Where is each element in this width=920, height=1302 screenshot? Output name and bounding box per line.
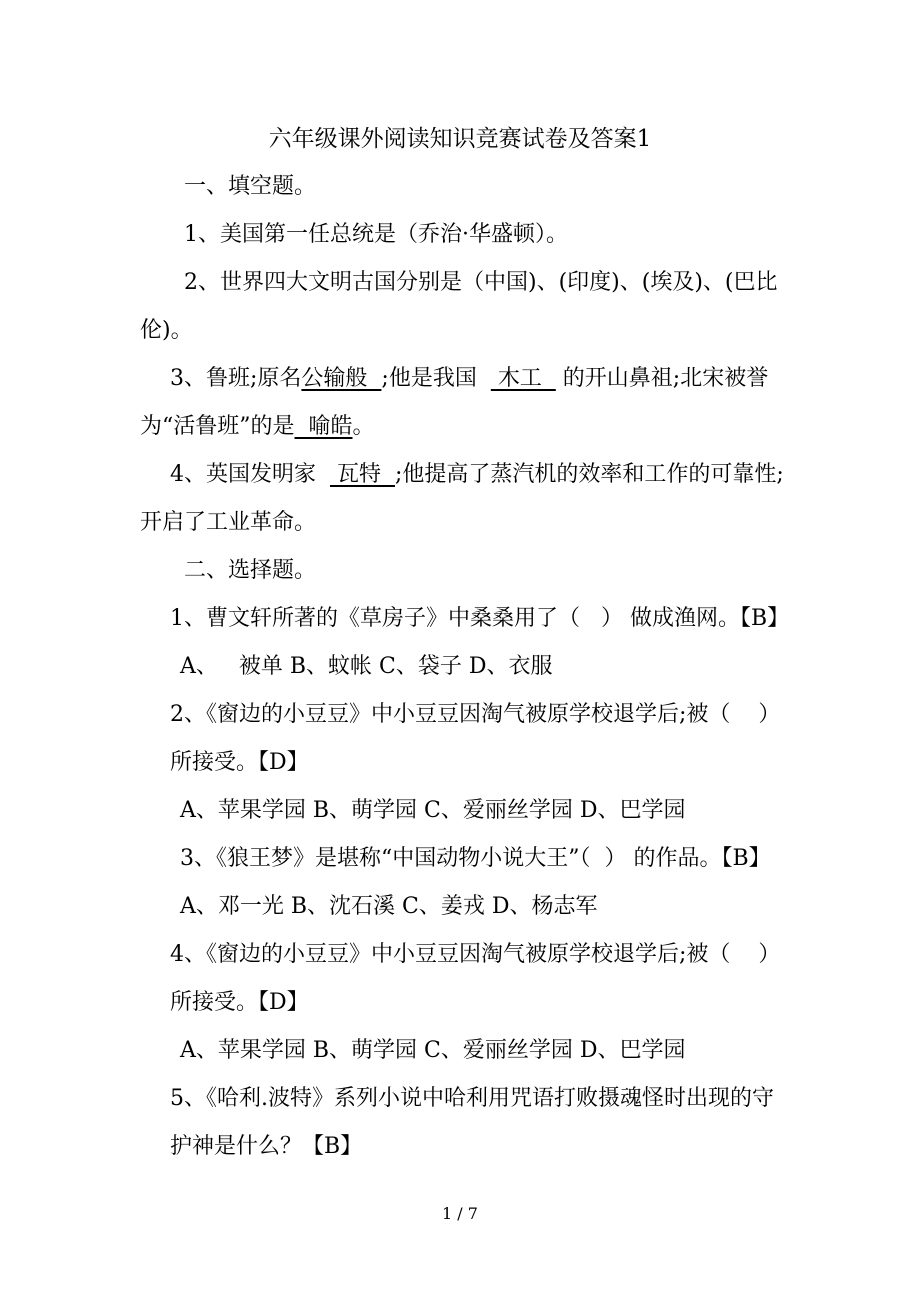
question-3-text: 。 [352,414,375,439]
choice-question-4-line-2: 所接受。【D】 [170,990,309,1015]
document-title: 六年级课外阅读知识竞赛试卷及答案1 [268,126,652,152]
choice-question-1-options: A、 被单 B、蚊帐 C、袋子 D、衣服 [180,654,553,679]
question-3-text: 3、鲁班;原名 [170,366,302,391]
question-2-line-1: 2、世界四大文明古国分别是（中国)、(印度)、(埃及)、(巴比 [184,270,778,295]
question-3-text: 为“活鲁班”的是 [140,414,295,439]
question-4-text: ;他提高了蒸汽机的效率和工作的可靠性; [394,462,784,487]
question-2-line-2: 伦)。 [140,318,193,343]
section-heading-fill-in: 一、填空题。 [184,174,317,199]
choice-question-3: 3、《狼王梦》是堪称“中国动物小说大王”（ ） 的作品。【B】 [180,846,771,871]
section-heading-multiple-choice: 二、选择题。 [184,558,317,583]
question-4-line-1 [170,460,784,490]
question-4-text: 4、英国发明家 [170,462,330,487]
choice-question-5-line-2: 护神是什么？【B】 [170,1134,363,1159]
choice-question-2-line-1: 2、《窗边的小豆豆》中小豆豆因淘气被原学校退学后;被（ ） [170,702,781,727]
answer-gongshuban: 公输般 [301,366,382,391]
answer-carpentry: 木工 [490,366,556,391]
choice-question-2-line-2: 所接受。【D】 [170,750,309,775]
choice-question-5-line-1: 5、《哈利.波特》系列小说中哈利用咒语打败摄魂怪时出现的守 [170,1086,774,1111]
choice-question-2-options: A、苹果学园 B、萌学园 C、爱丽丝学园 D、巴学园 [180,798,686,823]
question-3-text: ;他是我国 [381,366,491,391]
answer-watt: 瓦特 [329,462,395,487]
choice-question-4-line-1: 4、《窗边的小豆豆》中小豆豆因淘气被原学校退学后;被（ ） [170,942,781,967]
page-number: 1 / 7 [442,1204,478,1223]
choice-question-3-options: A、邓一光 B、沈石溪 C、姜戎 D、杨志军 [180,894,598,919]
choice-question-4-options: A、苹果学园 B、萌学园 C、爱丽丝学园 D、巴学园 [180,1038,686,1063]
choice-question-1: 1、曹文轩所著的《草房子》中桑桑用了（ ） 做成渔网。【B】 [170,606,790,631]
answer-yuhao: 喻皓 [294,414,353,439]
question-1: 1、美国第一任总统是（乔治·华盛顿）。 [184,222,568,247]
question-3-line-2 [140,412,375,442]
question-3-text: 的开山鼻祖;北宋被誉 [555,366,769,391]
question-3-line-1 [170,364,768,394]
question-4-line-2: 开启了工业革命。 [140,510,317,535]
